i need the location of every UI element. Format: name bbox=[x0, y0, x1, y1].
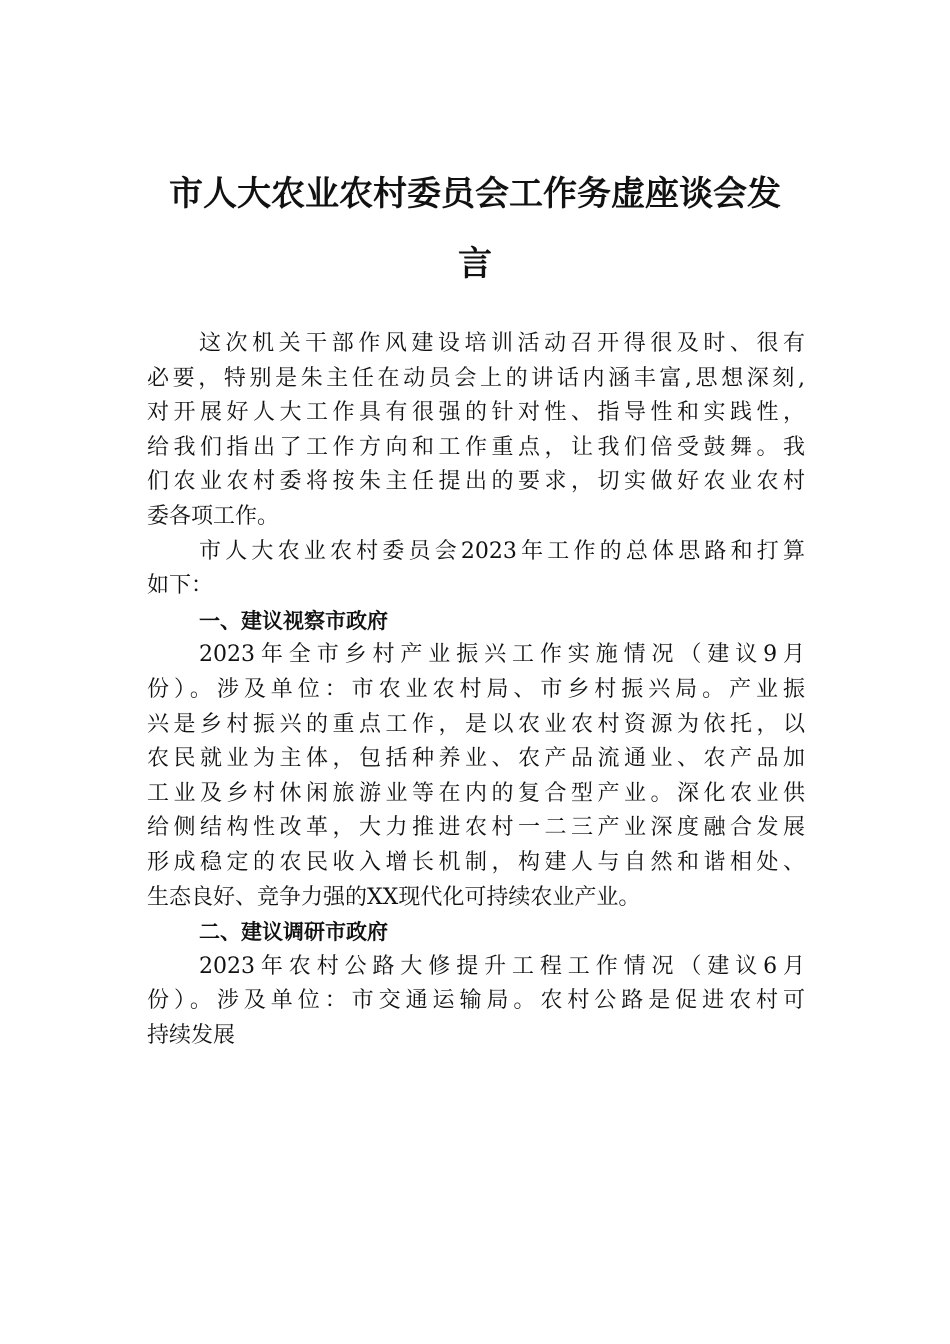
title-line-2: 言 bbox=[458, 246, 492, 283]
text-line: 们农业农村委将按朱主任提出的要求，切实做好农业农村 bbox=[147, 469, 805, 495]
document-title bbox=[140, 160, 810, 300]
text-line: 2023年全市乡村产业振兴工作实施情况（建议9月 bbox=[199, 642, 805, 668]
text-line: 份）。涉及单位：市交通运输局。农村公路是促进农村可 bbox=[147, 988, 805, 1014]
text-line: 形成稳定的农民收入增长机制，构建人与自然和谐相处、 bbox=[147, 849, 805, 875]
section-heading bbox=[147, 604, 805, 639]
text-line: 给我们指出了工作方向和工作重点，让我们倍受鼓舞。我 bbox=[147, 434, 805, 460]
text-line: 二、建议调研市政府 bbox=[199, 920, 388, 945]
title-line-1: 市人大农业农村委员会工作务虚座谈会发 bbox=[169, 176, 781, 213]
text-line: 必要，特别是朱主任在动员会上的讲话内涵丰富,思想深刻, bbox=[147, 365, 805, 391]
document-body bbox=[147, 327, 805, 1053]
text-line: 这次机关干部作风建设培训活动召开得很及时、很有 bbox=[199, 331, 805, 356]
text-line: 生态良好、竞争力强的XX现代化可持续农业产业。 bbox=[147, 884, 641, 910]
text-line: 农民就业为主体，包括种养业、农产品流通业、农产品加 bbox=[147, 746, 805, 772]
text-line: 持续发展 bbox=[147, 1022, 236, 1048]
paragraph bbox=[147, 327, 805, 535]
text-line: 份）。涉及单位：市农业农村局、市乡村振兴局。产业振 bbox=[147, 676, 805, 702]
text-line: 工业及乡村休闲旅游业等在内的复合型产业。深化农业供 bbox=[147, 780, 805, 806]
section-heading bbox=[147, 915, 805, 950]
text-line: 2023年农村公路大修提升工程工作情况（建议6月 bbox=[199, 953, 805, 979]
text-line: 对开展好人大工作具有很强的针对性、指导性和实践性， bbox=[147, 400, 805, 426]
paragraph bbox=[147, 950, 805, 1054]
paragraph bbox=[147, 535, 805, 604]
text-line: 如下： bbox=[147, 573, 214, 599]
text-line: 一、建议视察市政府 bbox=[199, 608, 388, 633]
text-line: 市人大农业农村委员会2023年工作的总体思路和打算 bbox=[199, 538, 805, 564]
text-line: 委各项工作。 bbox=[147, 503, 280, 529]
paragraph bbox=[147, 638, 805, 915]
text-line: 给侧结构性改革，大力推进农村一二三产业深度融合发展 bbox=[147, 815, 805, 841]
text-line: 兴是乡村振兴的重点工作，是以农业农村资源为依托，以 bbox=[147, 711, 805, 737]
